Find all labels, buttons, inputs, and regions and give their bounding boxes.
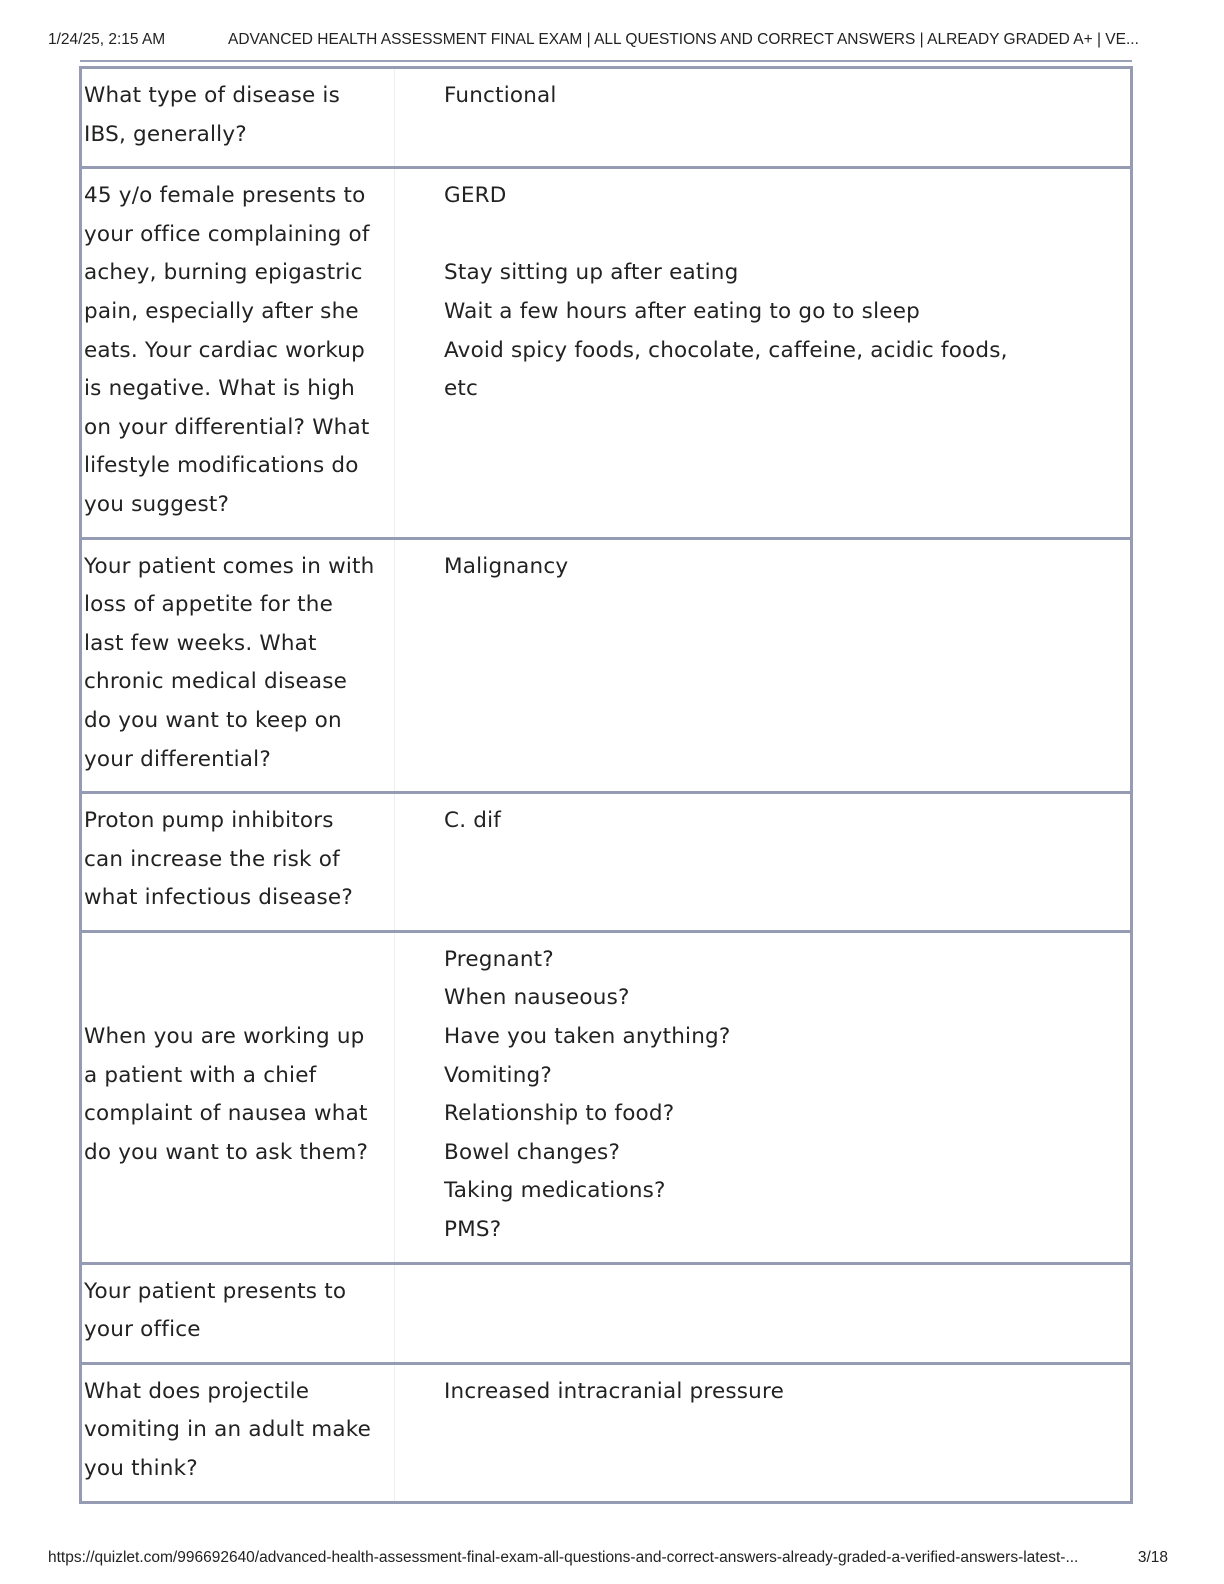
- flashcard: [79, 930, 1133, 1265]
- page-url: https://quizlet.com/996692640/advanced-health-assessment-final-exam-all-questions-and-correct-answers-already-graded-a-verified-answers-latest-...: [48, 1549, 1079, 1566]
- flashcard-definition: Increased intracranial pressure: [444, 1378, 784, 1404]
- flashcard: [79, 537, 1133, 795]
- flashcard-term: 45 y/o female presents to your office complaining of achey, burning epigastric pain, especially after she eats. Your cardiac workup is negative. What is high on your differential? What lifestyle modifications do you suggest?: [82, 169, 395, 536]
- flashcard: [79, 791, 1133, 933]
- flashcard-term: [82, 933, 395, 1262]
- flashcard-definition: Malignancy: [444, 553, 569, 579]
- flashcard: [79, 166, 1133, 539]
- flashcard-definition: Functional: [444, 83, 557, 108]
- flashcard-term-text: When you are working up a patient with a chief complaint of nausea what do you want to ask them?: [84, 1024, 369, 1165]
- document-title: ADVANCED HEALTH ASSESSMENT FINAL EXAM | ALL QUESTIONS AND CORRECT ANSWERS | ALREADY GRADED A+ | VE...: [228, 31, 1139, 48]
- flashcard-term: What type of disease is IBS, generally?: [82, 69, 395, 166]
- flashcard-list: [79, 66, 1133, 1501]
- flashcard: [79, 1362, 1133, 1504]
- top-divider: [80, 60, 1132, 62]
- flashcard-definition: GERD Stay sitting up after eating Wait a few hours after eating to go to sleep Avoid spicy foods, chocolate, caffeine, acidic foods, etc: [444, 183, 1008, 402]
- flashcard: [79, 1262, 1133, 1365]
- flashcard: [79, 66, 1133, 169]
- flashcard-definition: Pregnant? When nauseous? Have you taken anything? Vomiting? Relationship to food? Bowel changes? Taking medications? PMS?: [444, 946, 731, 1243]
- flashcard-definition: [395, 1265, 1130, 1362]
- flashcard-term: What does projectile vomiting in an adult make you think?: [82, 1365, 395, 1501]
- page-number: 3/18: [1137, 1549, 1168, 1566]
- print-date: 1/24/25, 2:15 AM: [48, 31, 166, 48]
- flashcard-term: Proton pump inhibitors can increase the risk of what infectious disease?: [82, 794, 395, 930]
- flashcard-term: Your patient presents to your office: [82, 1265, 395, 1362]
- flashcard-definition: C. dif: [444, 808, 502, 834]
- flashcard-term: Your patient comes in with loss of appetite for the last few weeks. What chronic medical disease do you want to keep on your differential?: [82, 540, 395, 792]
